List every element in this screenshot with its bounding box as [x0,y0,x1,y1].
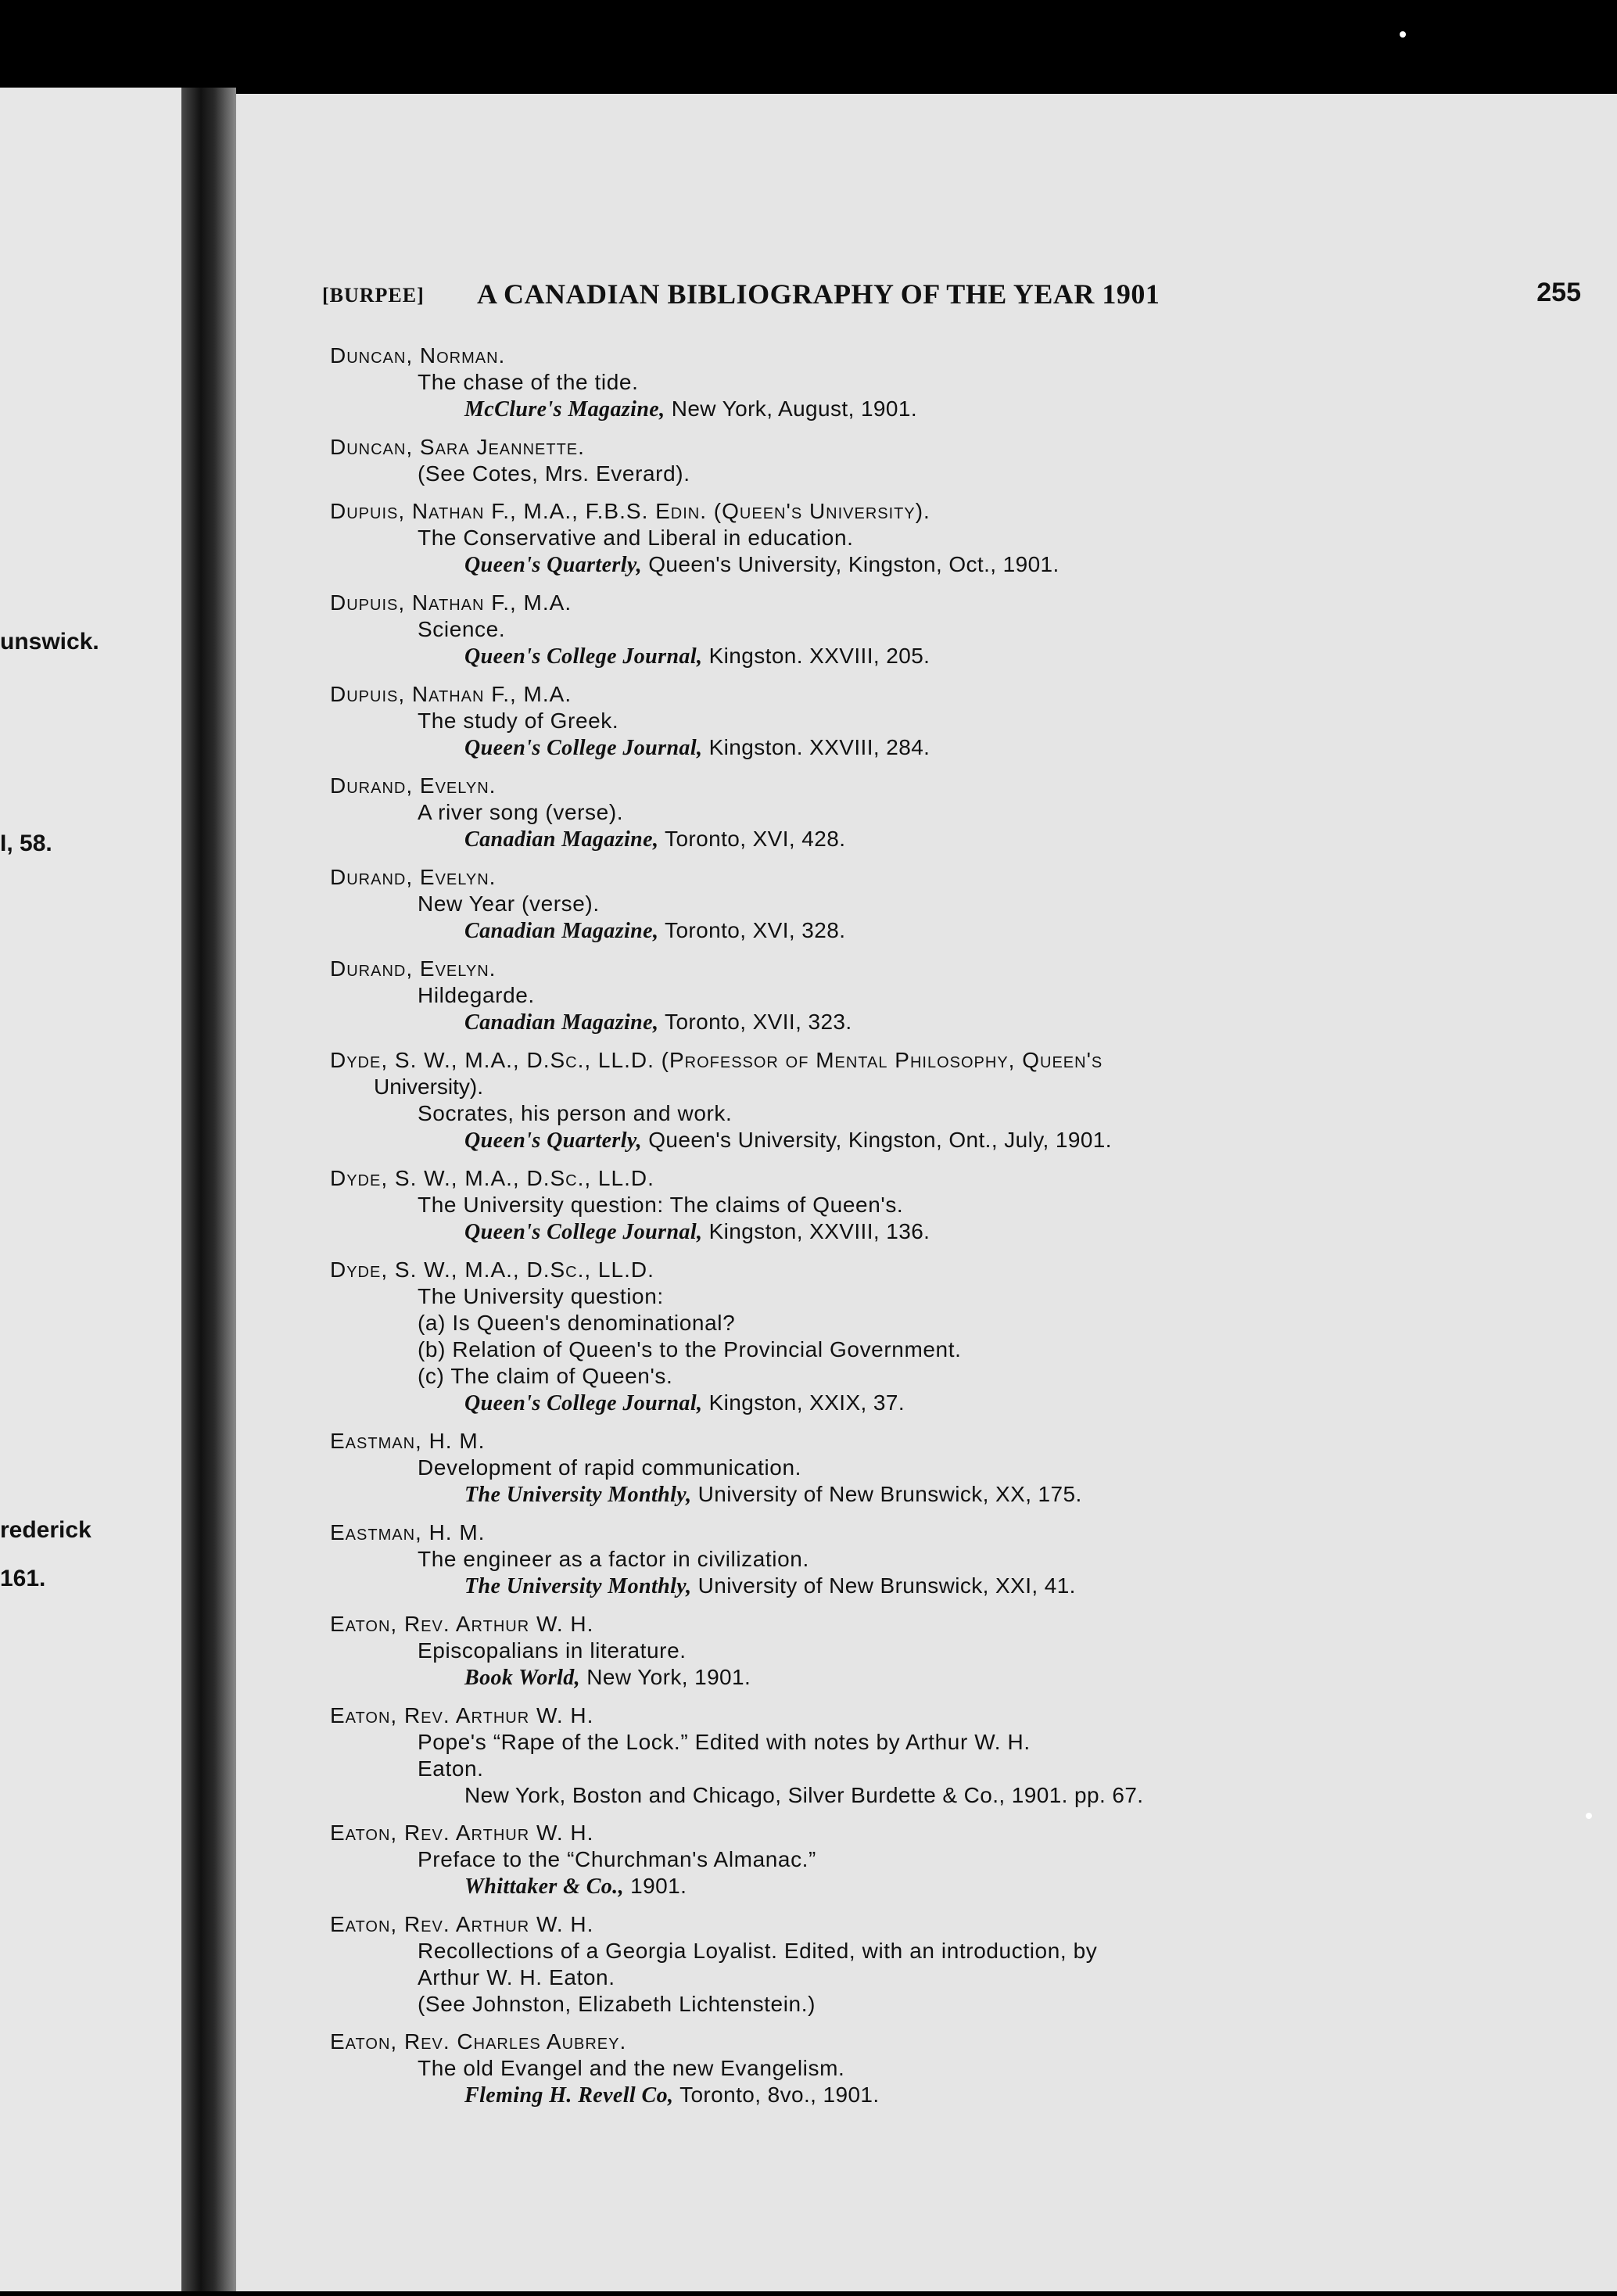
entry-title: The Conservative and Liberal in education. [418,526,854,550]
publication-details: Toronto, XVII, 323. [658,1010,852,1034]
entry-title: Development of rapid communication. [418,1455,802,1480]
bibliography-entry [330,343,1581,423]
bibliography-entry [330,1428,1581,1509]
header-tag: [BURPEE] [322,284,425,307]
entry-title: (b) Relation of Queen's to the Provincial Government. [418,1337,962,1361]
previous-page-fragment: rederick [0,1517,91,1543]
entry-author: Duncan, Norman. [330,343,506,368]
entry-title: (See Johnston, Elizabeth Lichtenstein.) [418,1992,816,2016]
entry-title: (a) Is Queen's denominational? [418,1311,736,1335]
entry-author: Durand, Evelyn. [330,773,497,798]
entry-publication [330,396,1581,423]
bibliography-entry [330,2029,1581,2109]
entry-author: Eastman, H. M. [330,1520,486,1544]
entry-publication [330,917,1581,945]
publication-name: The University Monthly, [464,1574,692,1598]
entry-publication [330,643,1581,670]
bibliography-page [236,94,1617,2291]
entry-author: Dupuis, Nathan F., M.A. [330,682,572,706]
bibliography-entry [330,1519,1581,1600]
entry-author: Eaton, Rev. Arthur W. H. [330,1612,594,1636]
entry-title: Hildegarde. [418,983,535,1007]
bibliography-entry [330,773,1581,853]
publication-details: Toronto, XVI, 428. [658,827,846,851]
publication-name: Queen's College Journal, [464,644,703,669]
bibliography-entry [330,864,1581,945]
entry-author: Dyde, S. W., M.A., D.Sc., LL.D. [330,1166,654,1190]
bibliography-entry [330,956,1581,1036]
entry-publication [330,1573,1581,1600]
publication-details: Kingston. XXVIII, 284. [702,735,930,759]
entry-publication [330,1873,1581,1900]
previous-page-fragment: 161. [0,1566,46,1591]
entry-title: The University question: The claims of Queen's. [418,1193,904,1217]
publication-name: The University Monthly, [464,1483,692,1507]
entry-title: Eaton. [418,1756,484,1781]
entry-title: (See Cotes, Mrs. Everard). [418,461,690,486]
page-number: 255 [1536,278,1581,307]
publication-name: Book World, [464,1666,581,1690]
entry-title: The chase of the tide. [418,370,639,394]
entry-author: Duncan, Sara Jeannette. [330,435,585,459]
running-header [322,278,1581,325]
publication-name: Queen's College Journal, [464,1220,703,1244]
bibliography-entry [330,498,1581,579]
entry-title: Recollections of a Georgia Loyalist. Edited, with an introduction, by [418,1939,1098,1963]
bibliography-entry [330,1165,1581,1246]
entry-list [330,343,1581,2120]
publication-details: Toronto, 8vo., 1901. [673,2083,880,2107]
entry-title: The study of Greek. [418,709,619,733]
entry-publication [330,551,1581,579]
bibliography-entry [330,590,1581,670]
publication-details: University of New Brunswick, XX, 175. [691,1482,1082,1506]
publication-name: Queen's Quarterly, [464,1128,643,1153]
entry-author: Dyde, S. W., M.A., D.Sc., LL.D. [330,1257,654,1282]
entry-author: Durand, Evelyn. [330,956,497,981]
entry-author: Durand, Evelyn. [330,865,497,889]
publication-name: Queen's Quarterly, [464,553,643,577]
bibliography-entry [330,1047,1581,1154]
publication-details: University of New Brunswick, XXI, 41. [691,1573,1076,1598]
publication-name: Canadian Magazine, [464,919,659,943]
scan-speck [1586,1813,1592,1819]
entry-author: Eastman, H. M. [330,1429,486,1453]
entry-author: Eaton, Rev. Arthur W. H. [330,1912,594,1936]
header-title: A CANADIAN BIBLIOGRAPHY OF THE YEAR 1901 [477,278,1160,310]
publication-name: Queen's College Journal, [464,736,703,760]
publication-name: McClure's Magazine, [464,397,665,422]
publication-details: New York, 1901. [580,1665,751,1689]
entry-author: Dyde, S. W., M.A., D.Sc., LL.D. (Professor of Mental Philosophy, Queen's [330,1048,1103,1072]
entry-title: Socrates, his person and work. [418,1101,733,1125]
previous-page-fragment: I, 58. [0,831,52,856]
publication-details: New York, August, 1901. [665,396,918,421]
publication-name: Whittaker & Co., [464,1874,624,1899]
publication-details: Queen's University, Kingston, Oct., 1901. [642,552,1059,576]
entry-author: Eaton, Rev. Arthur W. H. [330,1703,594,1727]
bibliography-entry [330,1702,1581,1809]
publication-details: Toronto, XVI, 328. [658,918,846,942]
bibliography-entry [330,1911,1581,2018]
bibliography-entry [330,434,1581,487]
publication-details: 1901. [624,1874,687,1898]
entry-publication [330,734,1581,762]
entry-title: The University question: [418,1284,664,1308]
publication-name: Fleming H. Revell Co, [464,2083,674,2108]
entry-title: (c) The claim of Queen's. [418,1364,673,1388]
publication-details: New York, Boston and Chicago, Silver Burdette & Co., 1901. pp. 67. [464,1783,1144,1807]
publication-name: Queen's College Journal, [464,1391,703,1415]
entry-title: The old Evangel and the new Evangelism. [418,2056,845,2080]
bibliography-entry [330,1611,1581,1692]
scan-speck [1400,31,1406,38]
entry-author: Dupuis, Nathan F., M.A., F.B.S. Edin. (Queen's University). [330,499,930,523]
entry-title: Episcopalians in literature. [418,1638,687,1663]
entry-title: The engineer as a factor in civilization. [418,1547,809,1571]
entry-author: Eaton, Rev. Arthur W. H. [330,1821,594,1845]
entry-title: Science. [418,617,506,641]
entry-publication [330,1127,1581,1154]
entry-publication [330,826,1581,853]
publication-details: Kingston, XXVIII, 136. [702,1219,930,1243]
bibliography-entry [330,681,1581,762]
bibliography-entry [330,1257,1581,1417]
entry-title: Arthur W. H. Eaton. [418,1965,615,1989]
entry-title: New Year (verse). [418,891,600,916]
entry-publication [330,1481,1581,1509]
book-gutter [181,88,236,2291]
publication-name: Canadian Magazine, [464,827,659,852]
previous-page-fragment: unswick. [0,629,99,655]
entry-author: Eaton, Rev. Charles Aubrey. [330,2029,627,2054]
entry-author: Dupuis, Nathan F., M.A. [330,590,572,615]
entry-author-continuation: University). [374,1074,484,1099]
entry-title: Pope's “Rape of the Lock.” Edited with notes by Arthur W. H. [418,1730,1031,1754]
entry-publication [330,1009,1581,1036]
bibliography-entry [330,1820,1581,1900]
publication-details: Kingston. XXVIII, 205. [702,644,930,668]
entry-publication [330,1782,1581,1809]
publication-name: Canadian Magazine, [464,1010,659,1035]
entry-publication [330,1218,1581,1246]
entry-title: A river song (verse). [418,800,624,824]
entry-publication [330,1664,1581,1692]
entry-title: Preface to the “Churchman's Almanac.” [418,1847,816,1871]
publication-details: Queen's University, Kingston, Ont., July, 1901. [642,1128,1112,1152]
entry-publication [330,2082,1581,2109]
entry-publication [330,1390,1581,1417]
publication-details: Kingston, XXIX, 37. [702,1390,905,1415]
